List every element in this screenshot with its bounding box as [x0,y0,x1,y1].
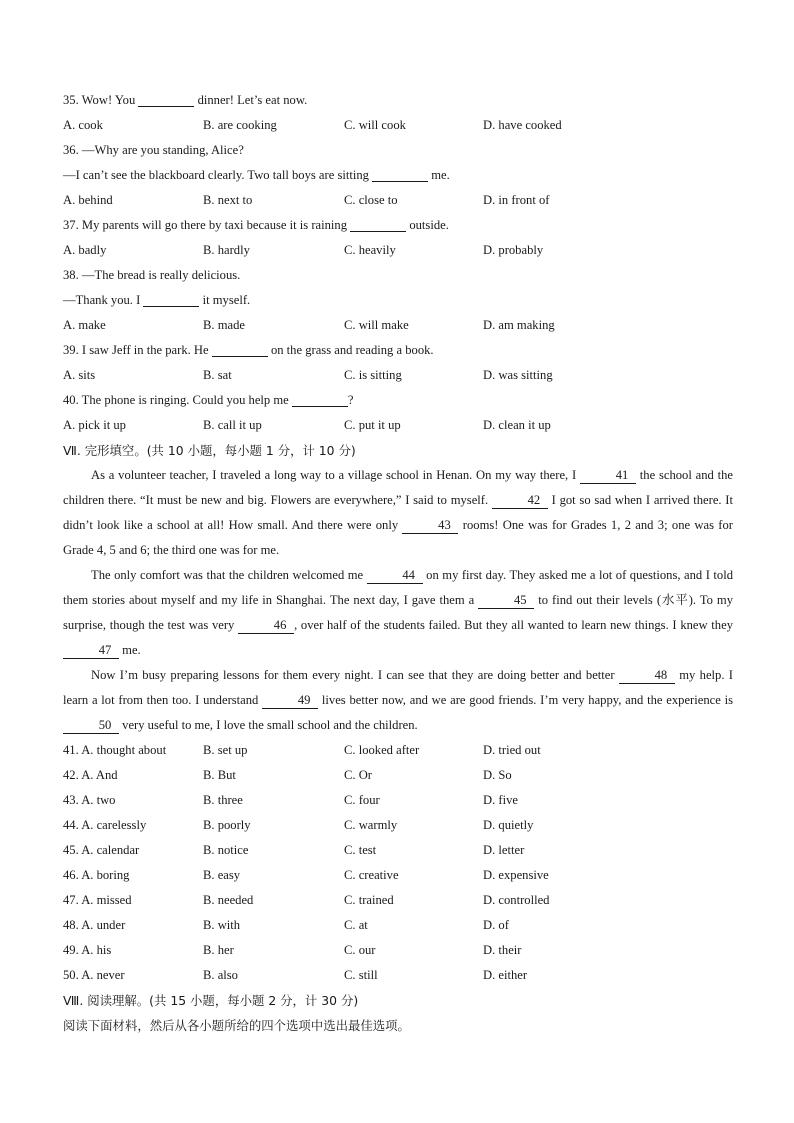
cloze-blank-49: 49 [262,692,318,709]
option-a: A. sits [63,368,96,382]
option-c: C. will make [344,318,409,332]
cloze-blank-44: 44 [367,567,423,584]
option-c: C. will cook [344,118,406,132]
question-38-options [63,313,733,338]
question-text: The phone is ringing. Could you help me [81,393,289,407]
cloze-blank-46: 46 [238,617,294,634]
option-b: B. made [203,318,245,332]
question-37-stem [63,213,733,238]
answer-blank [372,167,428,182]
question-35-options [63,113,733,138]
option-b: B. hardly [203,243,250,257]
section-7-heading [63,438,733,463]
question-text: —The bread is really delicious. [81,268,241,282]
cloze-passage [63,463,733,738]
answer-blank [350,217,406,232]
option-b: B. call it up [203,418,262,432]
option-d: D. clean it up [483,418,551,432]
question-49-options: 49. A. his B. her C. our D. their [63,943,522,957]
cloze-blank-48: 48 [619,667,675,684]
cloze-options [63,738,733,988]
answer-blank [143,292,199,307]
question-42-options: 42. A. And B. But C. Or D. So [63,768,512,782]
question-41-options: 41. A. thought about B. set up C. looked after D. tried out [63,743,541,757]
cloze-blank-43: 43 [402,517,458,534]
question-text: I saw Jeff in the park. He [81,343,209,357]
question-45-options: 45. A. calendar B. notice C. test D. letter [63,843,525,857]
question-37-options [63,238,733,263]
question-47-options: 47. A. missed B. needed C. trained D. controlled [63,893,550,907]
option-c: C. put it up [344,418,401,432]
question-number: 40. [63,393,79,407]
cloze-blank-50: 50 [63,717,119,734]
exam-page [63,88,733,1038]
option-d: D. am making [483,318,555,332]
option-a: A. behind [63,193,113,207]
question-38-stem [63,263,733,288]
question-36-stem [63,138,733,163]
question-43-options: 43. A. two B. three C. four D. five [63,793,518,807]
question-44-options: 44. A. carelessly B. poorly C. warmly D. quietly [63,818,534,832]
question-36-reply [63,163,733,188]
question-40-options [63,413,733,438]
passage-paragraph-3: Now I’m busy preparing lessons for them every night. I can see that they are doing better and better 48 my help. I learn a lot from then too. I understand 49 lives better now, and we are good friends. I’m very happy, and the experience is 50 very useful to me, I love the small school and the children. [63,668,734,732]
question-39-stem [63,338,733,363]
question-number: 36. [63,143,79,157]
answer-blank [138,92,194,107]
passage-paragraph-1: As a volunteer teacher, I traveled a long way to a village school in Henan. On my way there, I 41 the school and the children there. “It must be new and big. Flowers are everywhere,” I said to myself. 42 I got so sad when I arrived there. It didn’t look like a school at all! How small. And there were only 43 rooms! One was for Grades 1, 2 and 3; one was for Grade 4, 5 and 6; the third one was for me. [63,468,733,557]
option-c: C. is sitting [344,368,402,382]
question-40-stem [63,388,733,413]
question-text: outside. [409,218,449,232]
cloze-blank-47: 47 [63,642,119,659]
option-d: D. have cooked [483,118,562,132]
passage-paragraph-2: The only comfort was that the children welcomed me 44 on my first day. They asked me a lot of questions, and I told them stories about myself and my life in Shanghai. The next day, I gave them a 45 to find out their levels (水平). To my surprise, though the test was very 46 , over half of the students failed. But they all wanted to learn new things. I knew they 47 me. [63,568,734,657]
option-d: D. in front of [483,193,550,207]
section-8-heading [63,988,733,1013]
option-b: B. next to [203,193,253,207]
question-50-options: 50. A. never B. also C. still D. either [63,968,528,982]
question-39-options [63,363,733,388]
answer-blank [212,342,268,357]
question-35-stem [63,88,733,113]
cloze-blank-42: 42 [492,492,548,509]
question-text: —I can’t see the blackboard clearly. Two tall boys are sitting [63,168,369,182]
question-36-options [63,188,733,213]
question-text: My parents will go there by taxi because it is raining [81,218,348,232]
cloze-blank-41: 41 [580,467,636,484]
question-number: 37. [63,218,79,232]
question-text: —Why are you standing, Alice? [81,143,244,157]
option-d: D. probably [483,243,544,257]
option-a: A. badly [63,243,107,257]
section-numeral: Ⅶ. [63,443,81,458]
option-b: B. sat [203,368,232,382]
option-d: D. was sitting [483,368,553,382]
option-a: A. cook [63,118,103,132]
option-c: C. close to [344,193,398,207]
question-38-reply [63,288,733,313]
question-number: 35. [63,93,79,107]
section-title: 阅读理解。(共 15 小题，每小题 2 分，计 30 分) [87,993,359,1008]
option-a: A. pick it up [63,418,126,432]
question-text: it myself. [202,293,251,307]
answer-blank [292,392,348,407]
cloze-blank-45: 45 [478,592,534,609]
question-text: ? [347,393,354,407]
question-48-options: 48. A. under B. with C. at D. of [63,918,509,932]
option-c: C. heavily [344,243,396,257]
reading-instruction: 阅读下面材料，然后从各小题所给的四个选项中选出最佳选项。 [63,1018,410,1033]
option-a: A. make [63,318,106,332]
question-46-options: 46. A. boring B. easy C. creative D. expensive [63,868,549,882]
question-text: dinner! Let’s eat now. [197,93,308,107]
question-text: me. [431,168,450,182]
section-title: 完形填空。(共 10 小题，每小题 1 分，计 10 分) [84,443,356,458]
question-text: on the grass and reading a book. [270,343,434,357]
question-text: Wow! You [81,93,136,107]
question-text: —Thank you. I [63,293,141,307]
question-number: 38. [63,268,79,282]
question-number: 39. [63,343,79,357]
option-b: B. are cooking [203,118,277,132]
section-numeral: Ⅷ. [63,993,84,1008]
